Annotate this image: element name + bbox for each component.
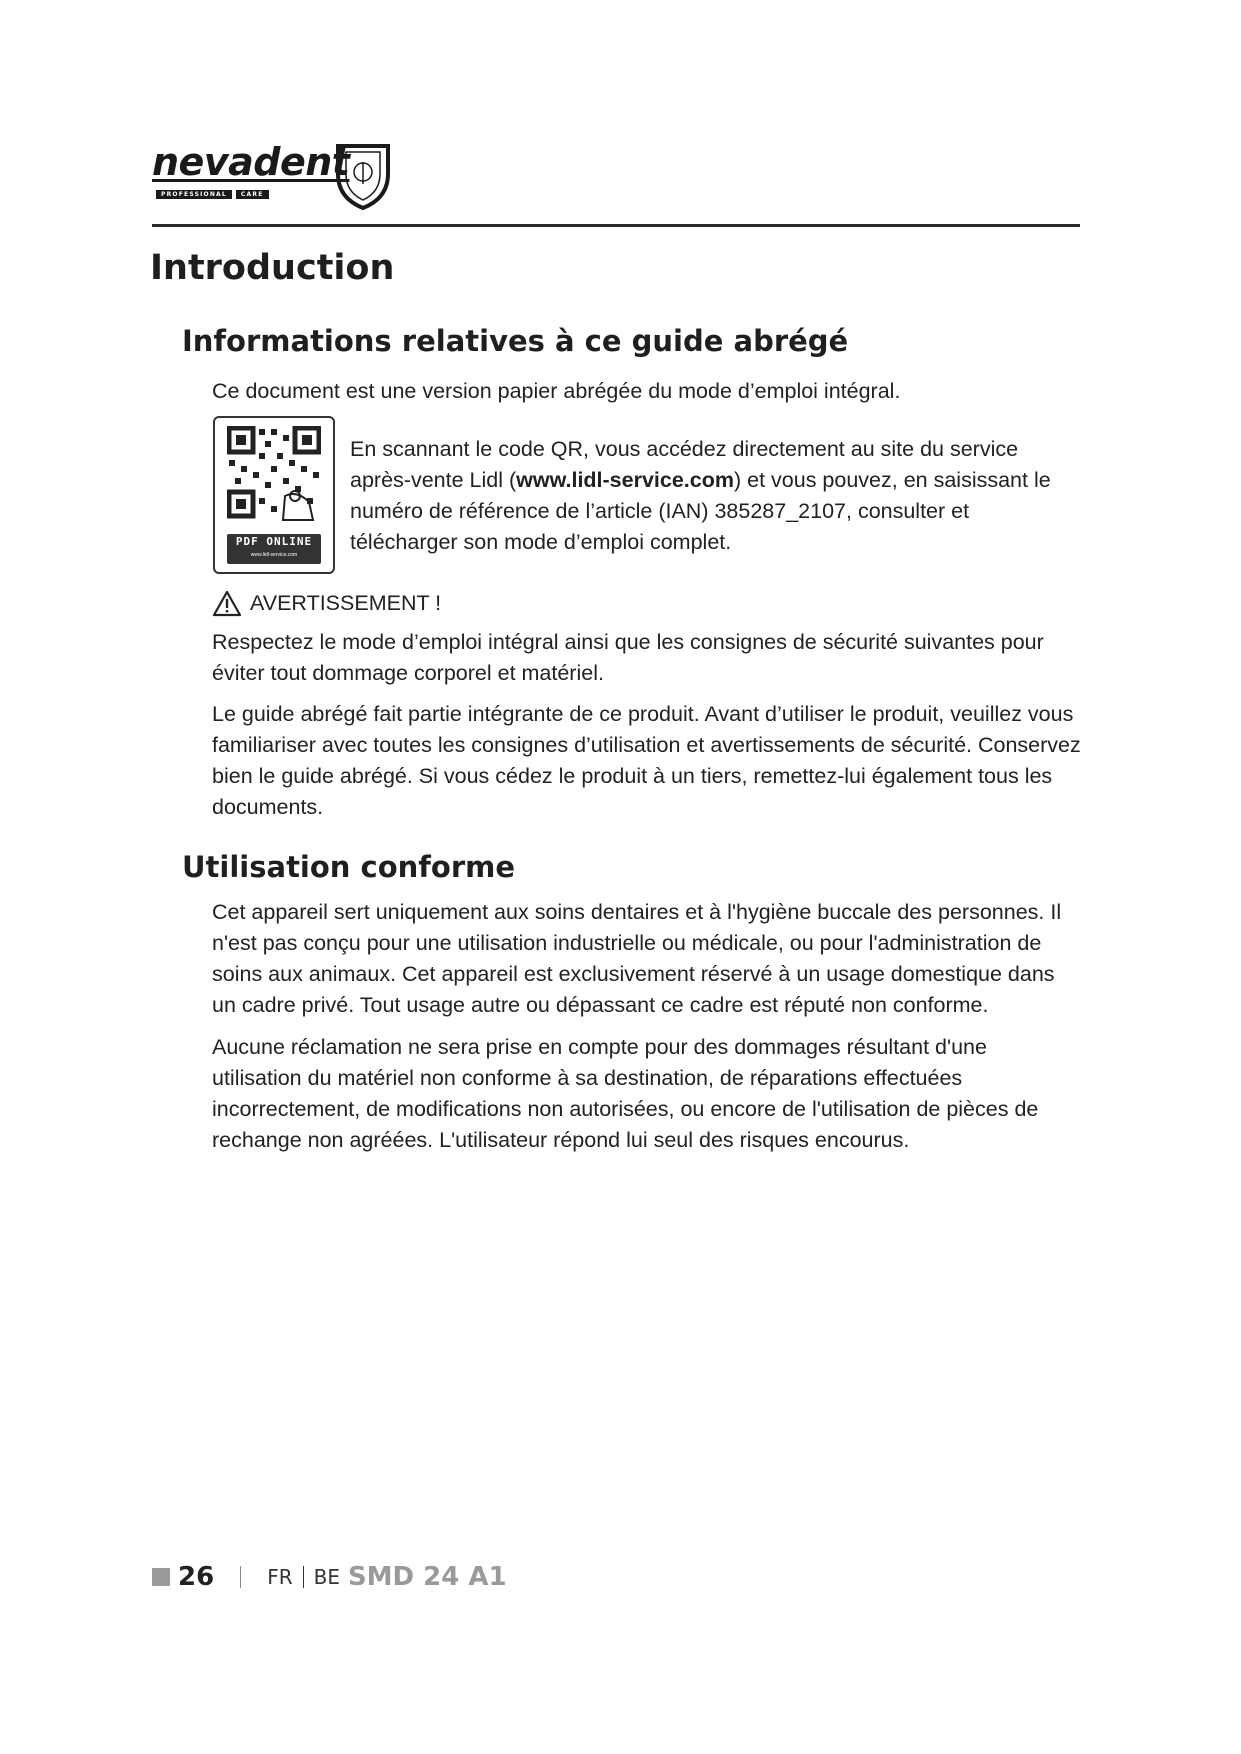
page-footer xyxy=(152,1562,507,1592)
footer-marker xyxy=(152,1568,170,1586)
service-link[interactable]: www.lidl-service.com xyxy=(516,468,734,492)
usage-paragraph-1: Cet appareil sert uniquement aux soins dentaires et à l'hygiène buccale des personnes. Il n'est pas conçu pour une utilisation industrielle ou médicale, ou pour l'administration de soins aux animaux. Cet appareil est exclusivement réservé à un usage domestique dans un cadre privé. Tout usage autre ou dépassant ce cadre est réputé non conforme. xyxy=(212,900,1062,1017)
qr-text-after: ) et vous pouvez, en saisissant le numéro de référence de l’article (IAN) 385287_2107, consulter et télécharger son mode d’emploi complet. xyxy=(350,468,1051,554)
header-rule xyxy=(152,224,1080,227)
qr-description xyxy=(350,434,1080,558)
section-title-usage: Utilisation conforme xyxy=(182,850,516,884)
footer-lang-fr: FR xyxy=(267,1565,293,1589)
brand-tag-left: PROFESSIONAL xyxy=(156,190,232,199)
footer-lang-be: BE xyxy=(313,1565,340,1589)
warning-paragraph: Respectez le mode d’emploi intégral ainsi que les consignes de sécurité suivantes pour éviter tout dommage corporel et matériel. xyxy=(212,630,1044,685)
qr-code-icon xyxy=(227,426,321,526)
page-title: Introduction xyxy=(150,248,395,288)
footer-lang-divider xyxy=(303,1566,304,1588)
warning-label: AVERTISSEMENT ! xyxy=(250,591,442,615)
model-number: SMD 24 A1 xyxy=(347,1562,507,1592)
qr-code-panel[interactable] xyxy=(213,416,335,574)
page-number: 26 xyxy=(178,1562,215,1592)
qr-text-before: En scannant le code QR, vous accédez directement au site du service après-vente Lidl ( xyxy=(350,437,1019,492)
brand-tagline xyxy=(156,190,269,199)
pdf-online-title: PDF ONLINE xyxy=(235,535,313,548)
brand-logo xyxy=(152,140,412,220)
shield-icon xyxy=(332,140,394,212)
section-title-guide: Informations relatives à ce guide abrégé xyxy=(182,324,849,358)
warning-triangle-icon xyxy=(212,590,242,617)
intro-text: Ce document est une version papier abrégée du mode d’emploi intégral. xyxy=(212,379,901,403)
pdf-online-url: www.lidl-service.com xyxy=(250,552,298,558)
brand-tag-right: CARE xyxy=(236,190,269,199)
usage-paragraph-2: Aucune réclamation ne sera prise en compte pour des dommages résultant d'une utilisation du matériel non conforme à sa destination, de réparations effectuées incorrectement, de modifications non autorisées, ou encore de l'utilisation de pièces de rechange non agréées. L'utilisateur répond lui seul des risques encourus. xyxy=(212,1035,1039,1152)
guide-paragraph: Le guide abrégé fait partie intégrante de ce produit. Avant d’utiliser le produit, veuillez vous familiariser avec toutes les consignes d’utilisation et avertissements de sécurité. Conservez bien le guide abrégé. Si vous cédez le produit à un tiers, remettez-lui également tous les documents. xyxy=(212,702,1081,819)
warning-heading xyxy=(212,590,441,617)
footer-divider xyxy=(240,1566,241,1588)
pdf-online-label xyxy=(227,534,321,564)
brand-name: nevadent xyxy=(152,140,350,184)
